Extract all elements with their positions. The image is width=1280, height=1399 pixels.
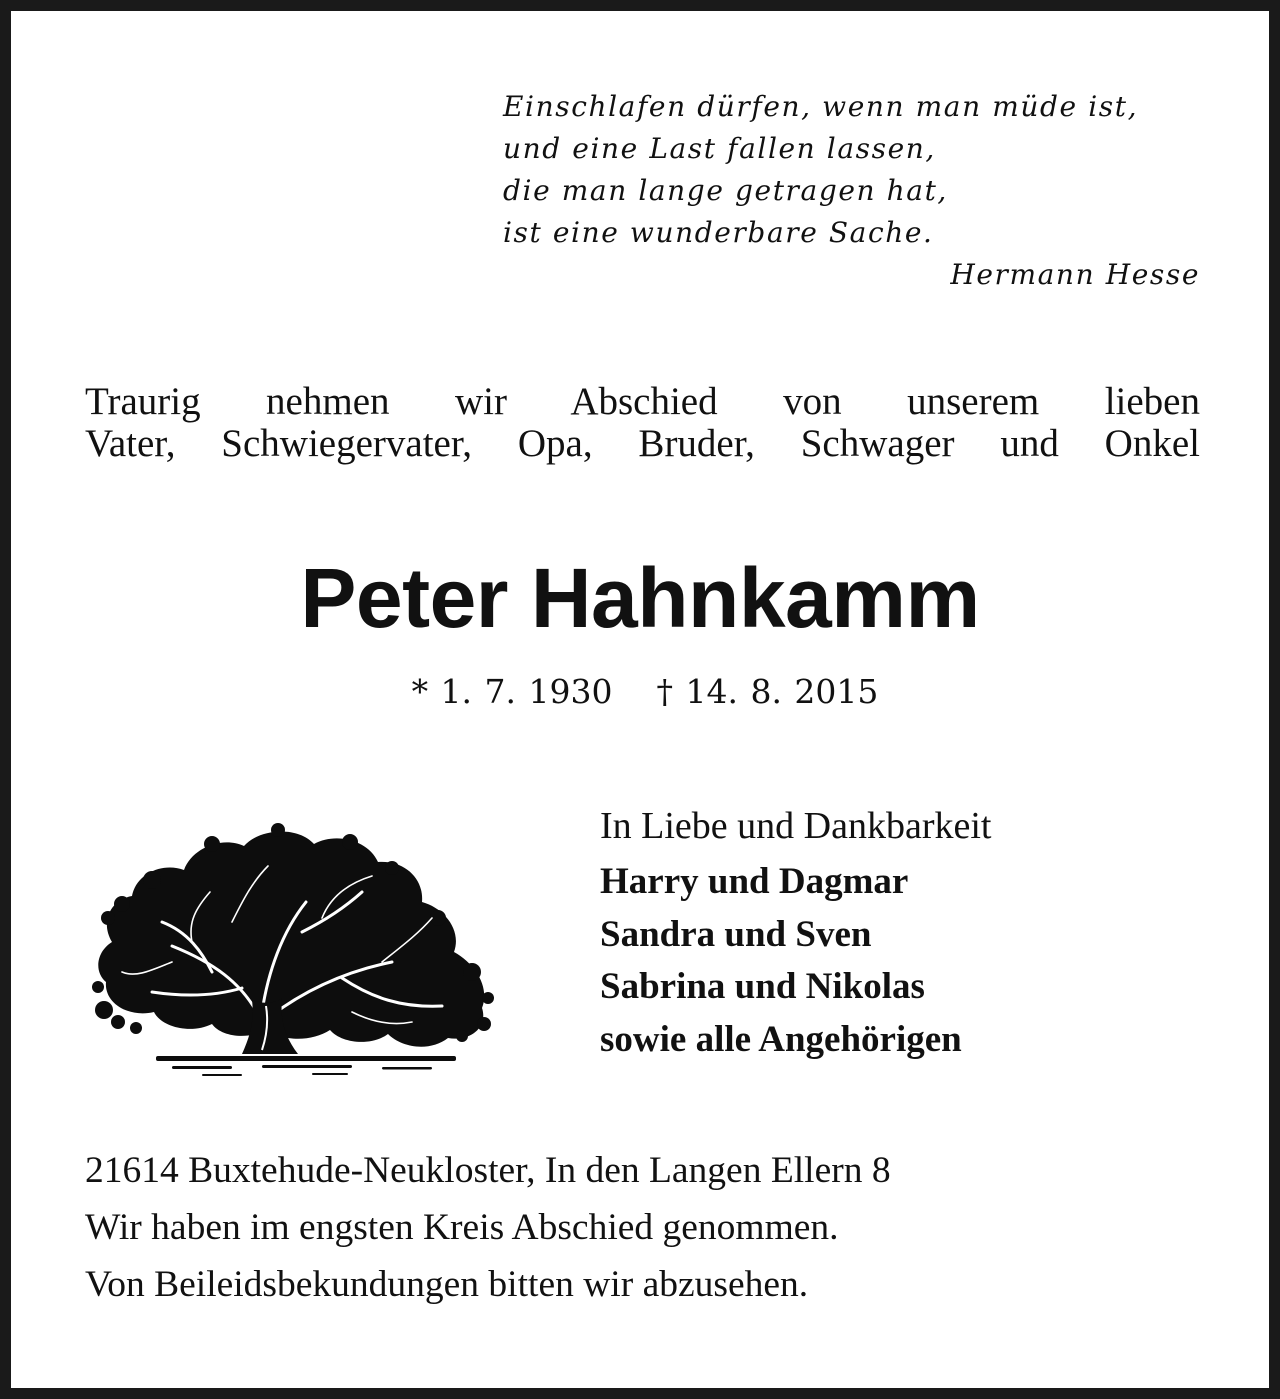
- deceased-name: Peter Hahnkamm: [300, 551, 980, 645]
- birth-date: * 1. 7. 1930: [411, 672, 613, 711]
- condolence-note: Von Beileidsbekundungen bitten wir abzusehen.: [85, 1264, 809, 1305]
- mourner-3: Sabrina und Nikolas: [600, 966, 925, 1007]
- intro-text: [85, 381, 1200, 465]
- mourner-2: Sandra und Sven: [600, 913, 872, 955]
- death-date: † 14. 8. 2015: [656, 672, 879, 711]
- mourners-lead: In Liebe und Dankbarkeit: [600, 805, 992, 847]
- intro-line-1: Traurig nehmen wir Abschied von unserem lieben: [85, 380, 1200, 423]
- address: 21614 Buxtehude-Neukloster, In den Langen Ellern 8: [85, 1150, 891, 1191]
- mourners-list: [600, 856, 1220, 1066]
- quote-line-2: und eine Last fallen lassen,: [503, 132, 936, 165]
- quote-line-4: ist eine wunderbare Sache.: [503, 216, 934, 249]
- mourner-1: Harry und Dagmar: [600, 861, 909, 902]
- mourner-4: sowie alle Angehörigen: [600, 1018, 962, 1060]
- hesse-quote: [503, 86, 1200, 296]
- quote-line-3: die man lange getragen hat,: [503, 174, 948, 207]
- quote-line-1: Einschlafen dürfen, wenn man müde ist,: [503, 90, 1139, 123]
- quote-author: Hermann Hesse: [950, 258, 1200, 291]
- tree-icon: [92, 822, 496, 1084]
- farewell-note: Wir haben im engsten Kreis Abschied genommen.: [85, 1207, 839, 1248]
- intro-line-2: Vater, Schwiegervater, Opa, Bruder, Schwager und Onkel: [85, 422, 1200, 465]
- mourners: [600, 800, 1220, 1066]
- life-dates: [0, 670, 1280, 714]
- footer-text: [85, 1142, 1215, 1313]
